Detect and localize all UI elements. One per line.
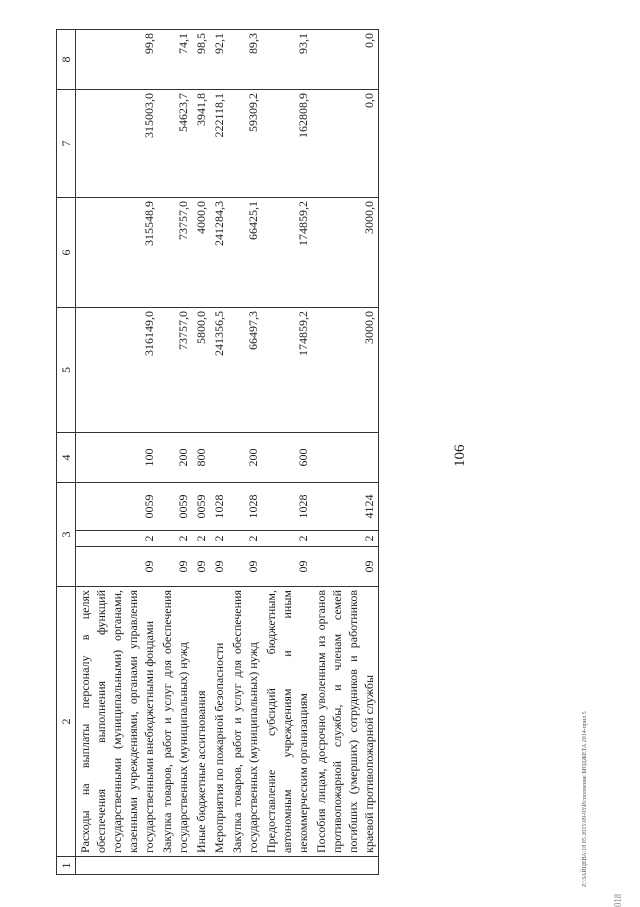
row-csr: 1028 bbox=[262, 482, 312, 530]
row-value-7: 3941,8 bbox=[192, 89, 210, 197]
row-name: Мероприятия по пожарной безопасности bbox=[210, 587, 228, 857]
row-value-8: 98,5 bbox=[192, 29, 210, 89]
row-number-cell bbox=[192, 857, 210, 875]
row-name: Закупка товаров, работ и услуг для обеспечения государственных (муниципальных) нужд bbox=[158, 587, 192, 857]
row-value-8: 99,8 bbox=[76, 29, 159, 89]
row-value-8: 74,1 bbox=[158, 29, 192, 89]
row-value-7: 59309,2 bbox=[228, 89, 262, 197]
row-code: 09 bbox=[210, 547, 228, 587]
row-code: 09 bbox=[228, 547, 262, 587]
row-value-8: 0,0 bbox=[312, 29, 379, 89]
page-number: 106 bbox=[452, 444, 468, 467]
footer-file-path: Z:\ЗАЙЦЕВА\18 05 2015\09-03\Исполнение БЮДЖЕТА 2014-прил 5 bbox=[582, 711, 588, 887]
row-value-6: 315548,9 bbox=[76, 197, 159, 307]
row-value-6: 241284,3 bbox=[210, 197, 228, 307]
table-row bbox=[76, 29, 159, 874]
row-value-8: 89,3 bbox=[228, 29, 262, 89]
row-sect: 2 bbox=[262, 531, 312, 547]
table-row bbox=[312, 29, 379, 874]
row-value-6: 3000,0 bbox=[312, 197, 379, 307]
row-value-5: 5800,0 bbox=[192, 307, 210, 432]
row-vr bbox=[312, 432, 379, 482]
row-code: 09 bbox=[262, 547, 312, 587]
row-number-cell bbox=[228, 857, 262, 875]
row-number-cell bbox=[76, 857, 159, 875]
row-value-7: 162808,9 bbox=[262, 89, 312, 197]
row-value-5: 174859,2 bbox=[262, 307, 312, 432]
row-vr: 200 bbox=[228, 432, 262, 482]
row-csr: 0059 bbox=[158, 482, 192, 530]
row-value-6: 73757,0 bbox=[158, 197, 192, 307]
row-name: Пособия лицам, досрочно уволенным из органов противопожарной службы, и членам семей погибших (умерших) сотрудников и работников краевой противопожарной службы bbox=[312, 587, 379, 857]
row-value-6: 4000,0 bbox=[192, 197, 210, 307]
row-csr: 0059 bbox=[192, 482, 210, 530]
row-name: Предоставление субсидий бюджетным, автономным учреждениям и иным некоммерческим организациям bbox=[262, 587, 312, 857]
row-value-8: 92,1 bbox=[210, 29, 228, 89]
row-code: 09 bbox=[76, 547, 159, 587]
row-name: Расходы на выплаты персоналу в целях обеспечения выполнения функций государственными (муниципальными) органами, казенными учреждениями, органами управления государственными внебюджетными фондами bbox=[76, 587, 159, 857]
header-col-8: 8 bbox=[57, 29, 76, 89]
row-code: 09 bbox=[192, 547, 210, 587]
header-col-6: 6 bbox=[57, 197, 76, 307]
row-vr bbox=[210, 432, 228, 482]
table-row bbox=[192, 29, 210, 874]
header-col-7: 7 bbox=[57, 89, 76, 197]
row-value-7: 222118,1 bbox=[210, 89, 228, 197]
row-value-5: 66497,3 bbox=[228, 307, 262, 432]
row-csr: 4124 bbox=[312, 482, 379, 530]
row-vr: 800 bbox=[192, 432, 210, 482]
row-vr: 100 bbox=[76, 432, 159, 482]
table-row bbox=[210, 29, 228, 874]
header-col-3: 3 bbox=[57, 482, 76, 586]
budget-table bbox=[56, 29, 379, 875]
row-code: 09 bbox=[158, 547, 192, 587]
row-value-5: 316149,0 bbox=[76, 307, 159, 432]
side-page-code: 018 bbox=[612, 893, 624, 907]
row-value-6: 174859,2 bbox=[262, 197, 312, 307]
row-value-5: 241356,5 bbox=[210, 307, 228, 432]
row-vr: 600 bbox=[262, 432, 312, 482]
table-row bbox=[228, 29, 262, 874]
row-name: Иные бюджетные ассигнования bbox=[192, 587, 210, 857]
header-row bbox=[57, 29, 76, 874]
row-sect: 2 bbox=[210, 531, 228, 547]
row-value-6: 66425,1 bbox=[228, 197, 262, 307]
row-sect: 2 bbox=[192, 531, 210, 547]
row-value-7: 0,0 bbox=[312, 89, 379, 197]
row-number-cell bbox=[210, 857, 228, 875]
row-value-7: 315003,0 bbox=[76, 89, 159, 197]
row-vr: 200 bbox=[158, 432, 192, 482]
row-sect: 2 bbox=[312, 531, 379, 547]
header-col-1: 1 bbox=[57, 857, 76, 875]
row-sect: 2 bbox=[228, 531, 262, 547]
row-sect: 2 bbox=[158, 531, 192, 547]
header-col-5: 5 bbox=[57, 307, 76, 432]
header-col-4: 4 bbox=[57, 432, 76, 482]
row-value-7: 54623,7 bbox=[158, 89, 192, 197]
row-number-cell bbox=[262, 857, 312, 875]
row-number-cell bbox=[312, 857, 379, 875]
row-csr: 1028 bbox=[228, 482, 262, 530]
row-value-8: 93,1 bbox=[262, 29, 312, 89]
row-value-5: 73757,0 bbox=[158, 307, 192, 432]
table-row bbox=[262, 29, 312, 874]
header-col-2: 2 bbox=[57, 587, 76, 857]
row-csr: 1028 bbox=[210, 482, 228, 530]
row-number-cell bbox=[158, 857, 192, 875]
row-code: 09 bbox=[312, 547, 379, 587]
row-value-5: 3000,0 bbox=[312, 307, 379, 432]
row-name: Закупка товаров, работ и услуг для обеспечения государственных (муниципальных) нужд bbox=[228, 587, 262, 857]
table-row bbox=[158, 29, 192, 874]
row-sect: 2 bbox=[76, 531, 159, 547]
row-csr: 0059 bbox=[76, 482, 159, 530]
